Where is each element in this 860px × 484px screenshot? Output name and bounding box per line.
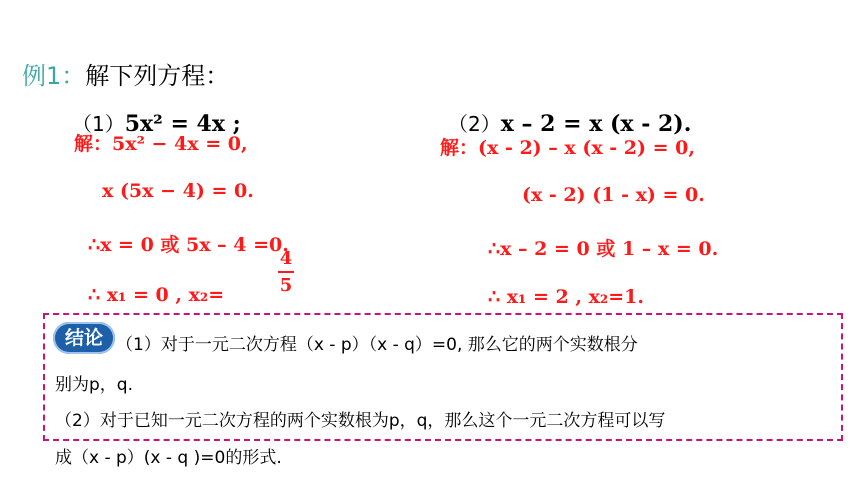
problem-2-equation: x – 2 = x (x - 2). (500, 111, 692, 137)
fraction-bar (278, 271, 294, 273)
solution-1-line-1 (74, 129, 248, 156)
conclusion-line-3: （2）对于已知一元二次方程的两个实数根为p，q，那么这个一元二次方程可以写 (55, 411, 666, 431)
page-title (22, 56, 229, 91)
fraction-four-fifths (275, 248, 297, 296)
solution-1-step-2: x (5x − 4) = 0. (102, 180, 254, 202)
solution-1-step-1: 5x² − 4x = 0, (112, 133, 248, 155)
conclusion-badge: 结论 (53, 322, 115, 354)
conclusion-line-2: 别为p，q. (55, 375, 133, 395)
fraction-denominator: 5 (279, 275, 293, 296)
problem-1-number: （1） (72, 112, 125, 136)
problem-1-equation: 5x² = 4x ; (124, 111, 241, 137)
conclusion-line-1: （1）对于一元二次方程（x - p）（x - q）=0, 那么它的两个实数根分 (116, 335, 638, 355)
solution-1-step-3: ∴x = 0 或 5x – 4 =0. (88, 234, 289, 256)
solution-1-label: 解： (74, 133, 113, 155)
problem-2-number: （2） (448, 112, 501, 136)
solution-2-step-2: (x - 2) (1 - x) = 0. (522, 184, 705, 206)
example-label: 例1： (22, 62, 86, 90)
solution-1-step-4: ∴ x₁ = 0 , x₂= (88, 284, 225, 306)
solution-2-step-1: (x - 2) – x (x - 2) = 0, (478, 137, 695, 159)
solution-2-line-1 (440, 133, 695, 160)
title-text: 解下列方程： (85, 62, 230, 90)
solution-2-step-3: ∴x – 2 = 0 或 1 – x = 0. (488, 238, 719, 260)
fraction-numerator: 4 (279, 248, 293, 269)
conclusion-line-4: 成（x - p）(x - q )=0的形式. (55, 448, 282, 468)
solution-2-label: 解： (440, 137, 479, 159)
solution-2-step-4: ∴ x₁ = 2 , x₂=1. (488, 286, 644, 308)
